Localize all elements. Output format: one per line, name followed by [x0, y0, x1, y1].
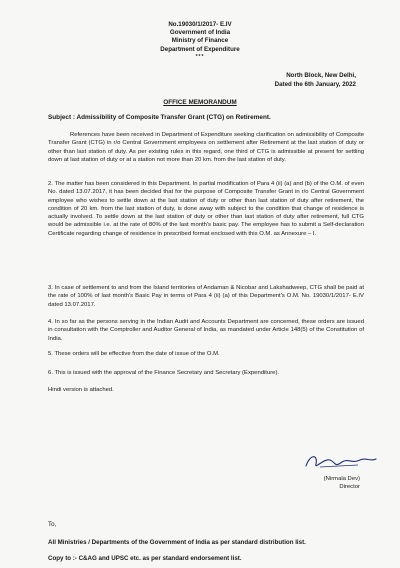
addressee-label: To, — [48, 521, 57, 528]
paragraph-6 — [48, 369, 364, 377]
letterhead — [0, 21, 400, 60]
ministry-name: Ministry of Finance — [171, 37, 229, 45]
paragraph-text: References have been received in Department of Expenditure seeking clarification on admissibility of Composite Transfer Grant (CTG) in r/o Central Government employees on settlement after Retirement at the last station of duty or other than last station of duty. As per existing rules in this regard, one third of CTG is admissible at present for settling down at last station of duty or at a station not more than 20 km. from the last station of duty. — [48, 132, 364, 163]
paragraph-4 — [48, 318, 364, 343]
file-number: No.19030/1/2017- E.IV — [168, 21, 232, 28]
office-location: North Block, New Delhi, — [286, 72, 356, 79]
memo-date: Dated the 6th January, 2022 — [274, 80, 356, 88]
paragraph-text: 4. In so far as the persons serving in the Indian Audit and Accounts Department are concerned, these orders are issued in consultation with the Comptroller and Auditor General of India, as mandated under Article 148(5) of the Constitution of India. — [48, 319, 364, 342]
memo-subject: Subject : Admissibility of Composite Transfer Grant (CTG) on Retirement. — [48, 114, 271, 121]
signatory-name: (Nirmala Dev) — [323, 476, 360, 482]
signature-image — [300, 450, 380, 472]
paragraph-3 — [48, 284, 364, 309]
paragraph-text: 6. This is issued with the approval of the Finance Secretary and Secretary (Expenditure). — [48, 370, 280, 376]
paragraph-text: 2. The matter has been considered in this Department. In partial modification of Para 4 (ii) (a) and (b) of the O.M. of even No. dated 13.07.2017, it has been decided that for the purpose of Composite Transfer Grant in r/o Central Government employee who wishes to settle down at the last station of duty or other than last station of duty after retirement, the condition of 20 km. from the last station of duty, is done away with subject to the condition that change of residence is actually involved. To settle down at the last station of duty or other than last station of duty after retirement, full CTG would be admissible i.e. at the rate of 80% of the last month's basic pay. The employee has to submit a Self-declaration Certificate regarding change of residence in prescribed format enclosed with this O.M. as Annexure – I. — [48, 181, 364, 237]
copy-to-line: Copy to :- C&AG and UPSC etc. as per standard endorsement list. — [48, 555, 242, 562]
paragraph-text: 3. In case of settlement to and from the Island territories of Andaman & Nicobar and Lakshadweep, CTG shall be paid at the rate of 100% of last month's Basic Pay in terms of Para 4 (ii) (a) of this Department's O.M. No. 19030/1/2017- E.IV dated 13.07.2017. — [48, 285, 364, 308]
memo-heading: OFFICE MEMORANDUM — [163, 99, 237, 106]
paragraph-references — [48, 131, 364, 164]
signatory-block — [324, 475, 360, 491]
signatory-title: Director — [339, 484, 360, 490]
separator-stars: *** — [195, 53, 205, 60]
paragraph-5 — [48, 350, 364, 358]
department-name: Department of Expenditure — [160, 45, 240, 53]
paragraph-2 — [48, 180, 364, 238]
paragraph-text: 5. These orders will be effective from the date of issue of the O.M. — [48, 351, 220, 357]
address-block — [275, 72, 356, 89]
paragraph-text: Hindi version is attached. — [48, 387, 114, 393]
hindi-version-note — [48, 386, 364, 394]
government-name: Government of India — [169, 29, 231, 37]
distribution-list: All Ministries / Departments of the Government of India as per standard distribution list. — [48, 539, 306, 546]
